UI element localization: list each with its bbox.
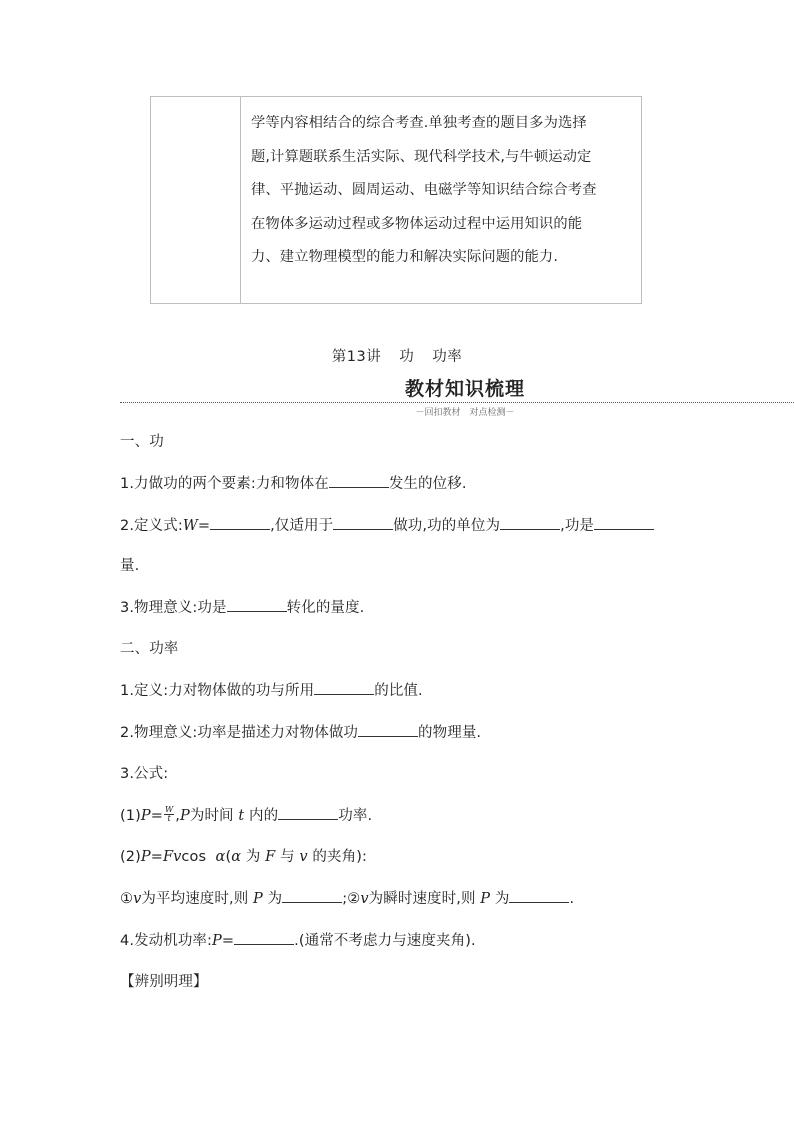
answer-blank[interactable]	[333, 515, 393, 530]
answer-blank[interactable]	[358, 722, 418, 737]
answer-blank[interactable]	[329, 473, 389, 488]
table-line: 学等内容相结合的综合考查.单独考查的题目多为选择	[251, 115, 587, 131]
fraction: $\frac{W}{t}$	[164, 804, 174, 823]
answer-blank[interactable]	[210, 515, 270, 530]
lesson-topic-power: 功率	[432, 349, 463, 365]
question-line: 1.力做功的两个要素:力和物体在 发生的位移.	[120, 473, 467, 494]
table-line: 律、平抛运动、圆周运动、电磁学等知识结合综合考查	[251, 182, 597, 199]
section-heading: 二、功率	[120, 641, 179, 657]
answer-blank[interactable]	[282, 888, 342, 903]
formula-line: (2)P=Fvcos α(α 为 F 与 v 的夹角):	[120, 849, 367, 865]
question-line-continued: 量.	[120, 558, 140, 574]
section-heading: 一、功	[120, 434, 164, 450]
answer-blank[interactable]	[314, 680, 374, 695]
question-line: 3.公式:	[120, 766, 169, 782]
answer-blank[interactable]	[227, 597, 287, 612]
answer-blank[interactable]	[500, 515, 560, 530]
bianbie-heading: 【辨别明理】	[120, 974, 208, 990]
question-line: 3.物理意义:功是 转化的量度.	[120, 597, 364, 618]
table-line: 在物体多运动过程或多物体运动过程中运用知识的能	[251, 215, 583, 232]
answer-blank[interactable]	[278, 805, 338, 820]
question-line: 2.定义式:W= ,仅适用于 做功,功的单位为 ,功是	[120, 515, 654, 536]
table-label-cell	[151, 97, 241, 303]
question-line: 1.定义:力对物体做的功与所用 的比值.	[120, 680, 423, 701]
table-line: 力、建立物理模型的能力和解决实际问题的能力.	[251, 249, 558, 266]
table-content-cell	[241, 97, 641, 303]
info-table	[150, 96, 642, 304]
formula-line: (1)P= $\frac{W}{t}$ ,P为时间 t 内的 功率.	[120, 804, 373, 824]
lesson-number: 第13讲	[331, 349, 382, 365]
question-line: 4.发动机功率:P= .(通常不考虑力与速度夹角).	[120, 930, 476, 951]
banner-subtitle: －回扣教材 对点检测－	[415, 408, 515, 418]
lesson-topic-work: 功	[399, 349, 415, 365]
answer-blank[interactable]	[594, 515, 654, 530]
question-line: 2.物理意义:功率是描述力对物体做功 的物理量.	[120, 722, 481, 743]
dotted-divider	[120, 402, 794, 403]
table-line: 题,计算题联系生活实际、现代科学技术,与牛顿运动定	[251, 148, 592, 165]
formula-line: ①v为平均速度时,则 P 为 ;②v为瞬时速度时,则 P 为 .	[120, 888, 574, 909]
answer-blank[interactable]	[234, 930, 294, 945]
answer-blank[interactable]	[509, 888, 569, 903]
banner-title: 教材知识梳理	[404, 378, 525, 400]
lesson-title	[0, 345, 794, 366]
